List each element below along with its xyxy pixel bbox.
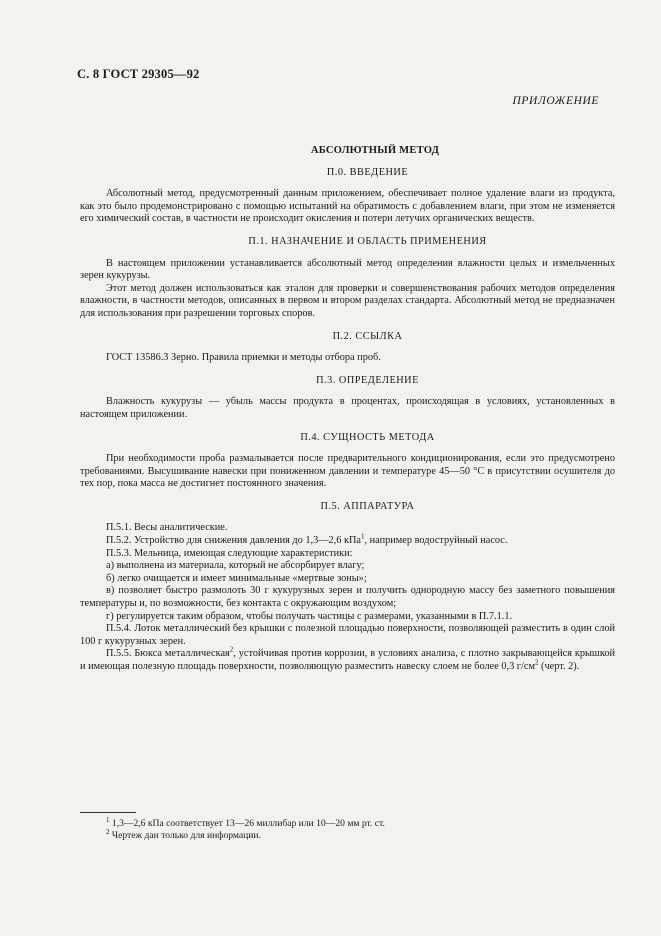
section-heading-p3: П.3. ОПРЕДЕЛЕНИЕ <box>316 374 419 386</box>
paragraph-principle: При необходимости проба размалывается после предварительного кондиционирования, если это предусмотрено требованиями. Высушивание навески при пониженном давлении и температуре 45—50 °С в присутствии осушителя до тех пор, пока масса не достигнет постоянного значения. <box>80 453 615 490</box>
section-heading-p1: П.1. НАЗНАЧЕНИЕ И ОБЛАСТЬ ПРИМЕНЕНИЯ <box>248 235 487 247</box>
section-heading-p0: П.0. ВВЕДЕНИЕ <box>326 166 409 178</box>
appendix-label: ПРИЛОЖЕНИЕ <box>512 95 599 107</box>
item-p551: П.5.1. Весы аналитические. <box>106 522 228 534</box>
footnote-1: $^1$ 1,3—2,6 кПа соответствует 13—26 миллибар или 10—20 мм рт. ст. <box>106 815 385 829</box>
item-p554: П.5.4. Лоток металлический без крышки с полезной площадью поверхности, позволяющей разместить в один слой 100 г кукурузных зерен. <box>80 623 615 647</box>
item-p553-b: б) легко очищается и имеет минимальные «мертвые зоны»; <box>106 572 367 584</box>
footnote-2: $^2$ Чертеж дан только для информации. <box>106 827 261 841</box>
item-p553: П.5.3. Мельница, имеющая следующие характеристики: <box>106 547 353 559</box>
footnotes <box>80 815 615 842</box>
footnote-ref-2: 2 <box>229 645 234 654</box>
item-p553-d: г) регулируется таким образом, чтобы получать частицы с размерами, указанными в П.7.1.1. <box>106 610 513 622</box>
footnote-ref-1: 1 <box>361 532 365 541</box>
paragraph-scope-1: В настоящем приложении устанавливается абсолютный метод определения влажности целых и измельченных зерен кукурузы. <box>80 257 615 282</box>
paragraph-definition: Влажность кукурузы — убыль массы продукта в процентах, происходящая в условиях, установленных в настоящем приложении. <box>80 396 615 420</box>
item-p552: П.5.2. Устройство для снижения давления до 1,3—2,6 кПа$^1$, например водоструйный насос. <box>106 532 508 547</box>
section-heading-p4: П.4. СУЩНОСТЬ МЕТОДА <box>300 431 435 443</box>
item-p555: П.5.5. Бюкса металлическая$^2$, устойчивая против коррозии, в условиях анализа, с плотно закрывающейся крышкой и имеющая полезную площадь поверхности, позволяющую разместить навеску слоем не более 0,3 $г/см^2$ (черт. 2). <box>80 645 615 672</box>
section-heading-p5: П.5. АППАРАТУРА <box>320 500 415 512</box>
footnote-divider <box>80 812 136 813</box>
document-title: АБСОЛЮТНЫЙ МЕТОД <box>310 145 440 156</box>
document-body <box>80 145 615 674</box>
section-heading-p2: П.2. ССЫЛКА <box>332 330 403 342</box>
page-header: С. 8 ГОСТ 29305—92 <box>77 67 200 81</box>
item-p553-a: а) выполнена из материала, который не абсорбирует влагу; <box>106 560 365 572</box>
paragraph-scope-2: Этот метод должен использоваться как эталон для проверки и совершенствования рабочих методов определения влажности, в частности методов, описанных в первом и втором разделах стандарта. Абсолютный метод не предназначен для использования при разрешении торговых споров. <box>80 282 615 319</box>
item-p553-c: в) позволяет быстро размолоть 30 г кукурузных зерен и получить однородную массу без заметного повышения температуры и, по возможности, без контакта с окружающим воздухом; <box>80 585 615 610</box>
paragraph-introduction: Абсолютный метод, предусмотренный данным приложением, обеспечивает полное удаление влаги из продукта, как это было продемонстрировано с помощью испытаний на обратимость с добавлением влаги, при этом не изменяется его химический состав, в частности не происходит окисления и потери летучих органических веществ. <box>80 188 615 225</box>
paragraph-reference: ГОСТ 13586.3 Зерно. Правила приемки и методы отбора проб. <box>106 352 381 364</box>
